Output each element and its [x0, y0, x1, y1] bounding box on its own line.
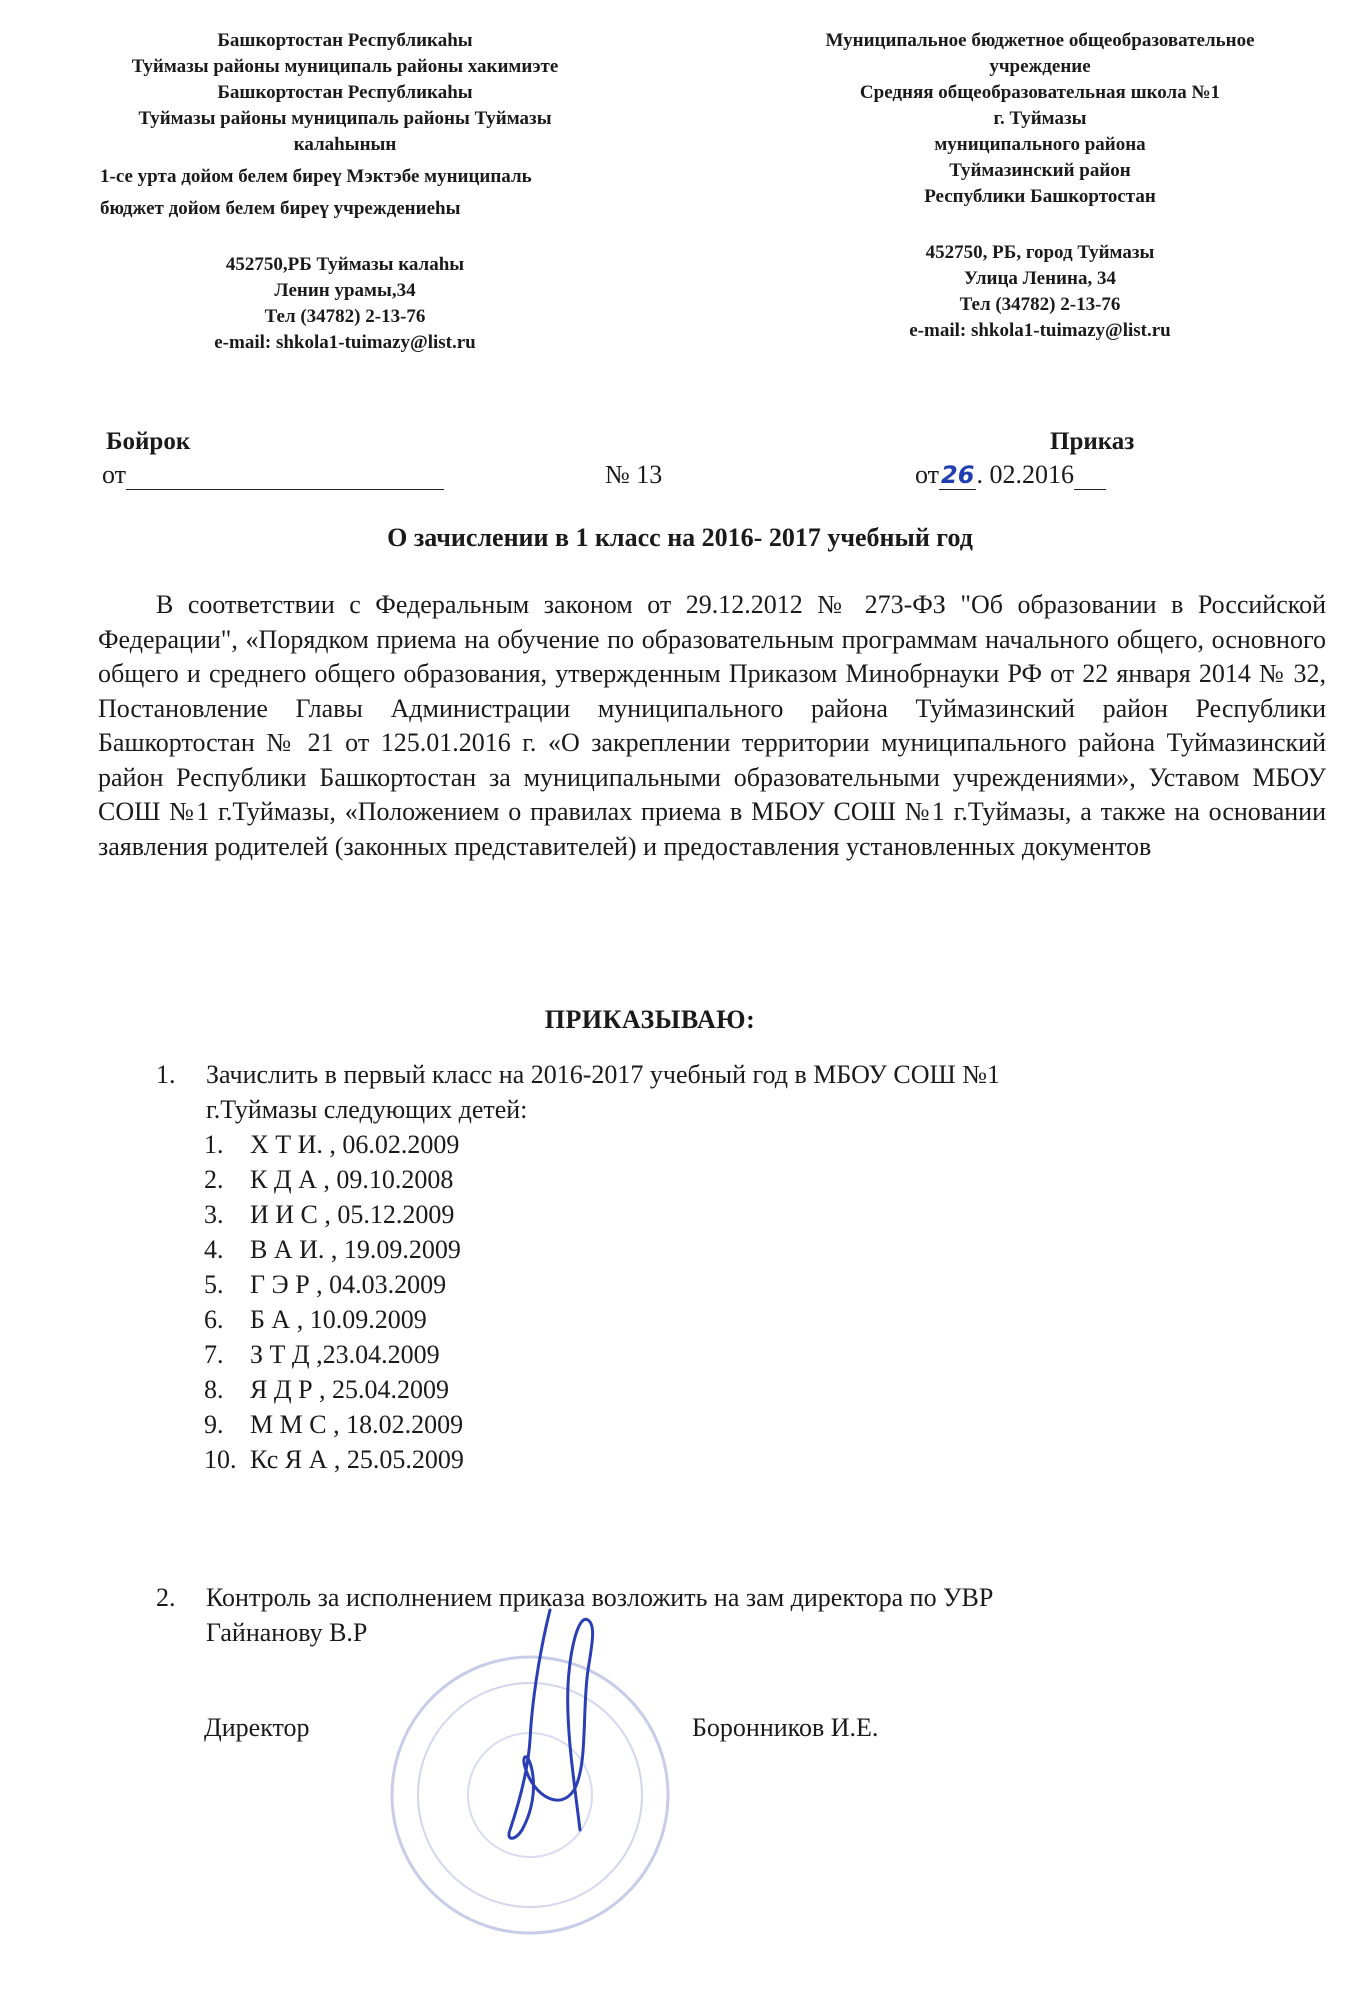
header-right	[770, 28, 1310, 344]
list-item	[204, 1372, 884, 1407]
handwritten-day: 26	[941, 461, 975, 489]
list-item	[204, 1337, 884, 1372]
header-left-line: 1-се урта дойом белем биреү Мэктэбе муниципаль	[100, 166, 532, 187]
header-left-line: Башкортостан Республикаһы	[217, 82, 473, 103]
list-item	[204, 1162, 884, 1197]
list-item	[204, 1232, 884, 1267]
child-entry: Кс Я А , 25.05.2009	[250, 1445, 464, 1474]
item-text: Гайнанову В.Р	[206, 1618, 368, 1647]
list-item	[204, 1442, 884, 1477]
header-left-line: калаһынын	[293, 134, 397, 155]
child-entry: З Т Д ,23.04.2009	[250, 1340, 440, 1369]
header-left-line: Башкортостан Республикаһы	[217, 30, 473, 51]
header-left-address: Ленин урамы,34	[274, 280, 416, 301]
list-item-number: 7.	[204, 1340, 224, 1369]
header-left-email: e-mail: shkola1-tuimazy@list.ru	[214, 332, 476, 353]
header-left-address: 452750,РБ Туймазы калаһы	[225, 254, 465, 275]
order-date: . 02.2016	[976, 460, 1074, 489]
list-item-number: 1.	[204, 1130, 224, 1159]
child-entry: Х Т И. , 06.02.2009	[250, 1130, 460, 1159]
list-item	[204, 1127, 884, 1162]
header-right-line: г. Туймазы	[993, 108, 1087, 129]
child-entry: Б А , 10.09.2009	[250, 1305, 427, 1334]
child-entry: И И С , 05.12.2009	[250, 1200, 455, 1229]
header-left-line: Туймазы районы муниципаль районы Туймазы	[138, 108, 552, 129]
header-right-address: Улица Ленина, 34	[964, 268, 1116, 289]
item-text: г.Туймазы следующих детей:	[206, 1095, 528, 1124]
item-text: Контроль за исполнением приказа возложить на зам директора по УВР	[206, 1583, 994, 1612]
order-date-right	[915, 460, 1106, 490]
order-date-left	[102, 460, 444, 490]
child-entry: Я Д Р , 25.04.2009	[250, 1375, 450, 1404]
header-right-email: e-mail: shkola1-tuimazy@list.ru	[909, 320, 1171, 341]
from-label: от	[102, 460, 127, 489]
header-left-line: Туймазы районы муниципаль районы хакимиэте	[131, 56, 559, 77]
list-item-number: 2.	[204, 1165, 224, 1194]
child-entry: Г Э Р , 04.03.2009	[250, 1270, 447, 1299]
list-item-number: 3.	[204, 1200, 224, 1229]
header-right-line: Муниципальное бюджетное общеобразовательное	[825, 30, 1255, 51]
list-item	[204, 1407, 884, 1442]
preamble-text: В соответствии с Федеральным законом от 29.12.2012 № 273-ФЗ "Об образовании в Российской Федерации", «Порядком приема на обучение по образовательным программам начального общего, основного общего и среднего общего образования, утвержденным Приказом Минобрнауки РФ от 22 января 2014 № 32, Постановление Главы Администрации муниципального района Туймазинский район Республики Башкортостан № 21 от 125.01.2016 г. «О закреплении территории муниципального района Туймазинский район Республики Башкортостан за муниципальными образовательными учреждениями», Уставом МБОУ СОШ №1 г.Туймазы, «Положением о правилах приема в МБОУ СОШ №1 г.Туймазы, а также на основании заявления родителей (законных представителей) и предоставления установленных документов	[98, 590, 1326, 861]
children-list	[204, 1127, 884, 1477]
list-item-number: 6.	[204, 1305, 224, 1334]
header-right-address: 452750, РБ, город Туймазы	[925, 242, 1155, 263]
list-item-number: 9.	[204, 1410, 224, 1439]
signature-title: Директор	[204, 1713, 310, 1742]
child-entry: М М С , 18.02.2009	[250, 1410, 464, 1439]
list-item	[204, 1267, 884, 1302]
list-item	[204, 1302, 884, 1337]
director-signature	[470, 1590, 630, 1870]
child-entry: В А И. , 19.09.2009	[250, 1235, 461, 1264]
header-right-line: Средняя общеобразовательная школа №1	[859, 82, 1221, 103]
date-blank-line	[126, 467, 444, 490]
header-right-line: учреждение	[989, 56, 1091, 77]
header-left-address: Тел (34782) 2-13-76	[264, 306, 426, 327]
header-left-line: бюджет дойом белем биреү учреждениеһы	[100, 198, 461, 219]
order-label-bashkir: Бойрок	[106, 428, 191, 455]
header-right-line: Республики Башкортостан	[924, 186, 1156, 207]
item-text: Зачислить в первый класс на 2016-2017 учебный год в МБОУ СОШ №1	[206, 1060, 1001, 1089]
from-label: от	[915, 460, 940, 489]
header-right-address: Тел (34782) 2-13-76	[959, 294, 1121, 315]
order-heading: ПРИКАЗЫВАЮ:	[544, 1005, 756, 1034]
item-number: 1.	[156, 1060, 176, 1089]
signature-name: Боронников И.Е.	[692, 1713, 879, 1742]
header-left	[100, 28, 590, 356]
list-item-number: 8.	[204, 1375, 224, 1404]
list-item-number: 4.	[204, 1235, 224, 1264]
header-right-line: Туймазинский район	[949, 160, 1131, 181]
list-item	[204, 1197, 884, 1232]
list-item-number: 10.	[204, 1445, 237, 1474]
order-label-russian: Приказ	[1050, 428, 1135, 455]
document-title: О зачислении в 1 класс на 2016- 2017 учебный год	[387, 523, 973, 552]
date-trailing-line	[1074, 469, 1106, 490]
header-right-line: муниципального района	[934, 134, 1146, 155]
item-number: 2.	[156, 1583, 176, 1612]
order-number: № 13	[605, 460, 663, 489]
list-item-number: 5.	[204, 1270, 224, 1299]
child-entry: К Д А , 09.10.2008	[250, 1165, 454, 1194]
